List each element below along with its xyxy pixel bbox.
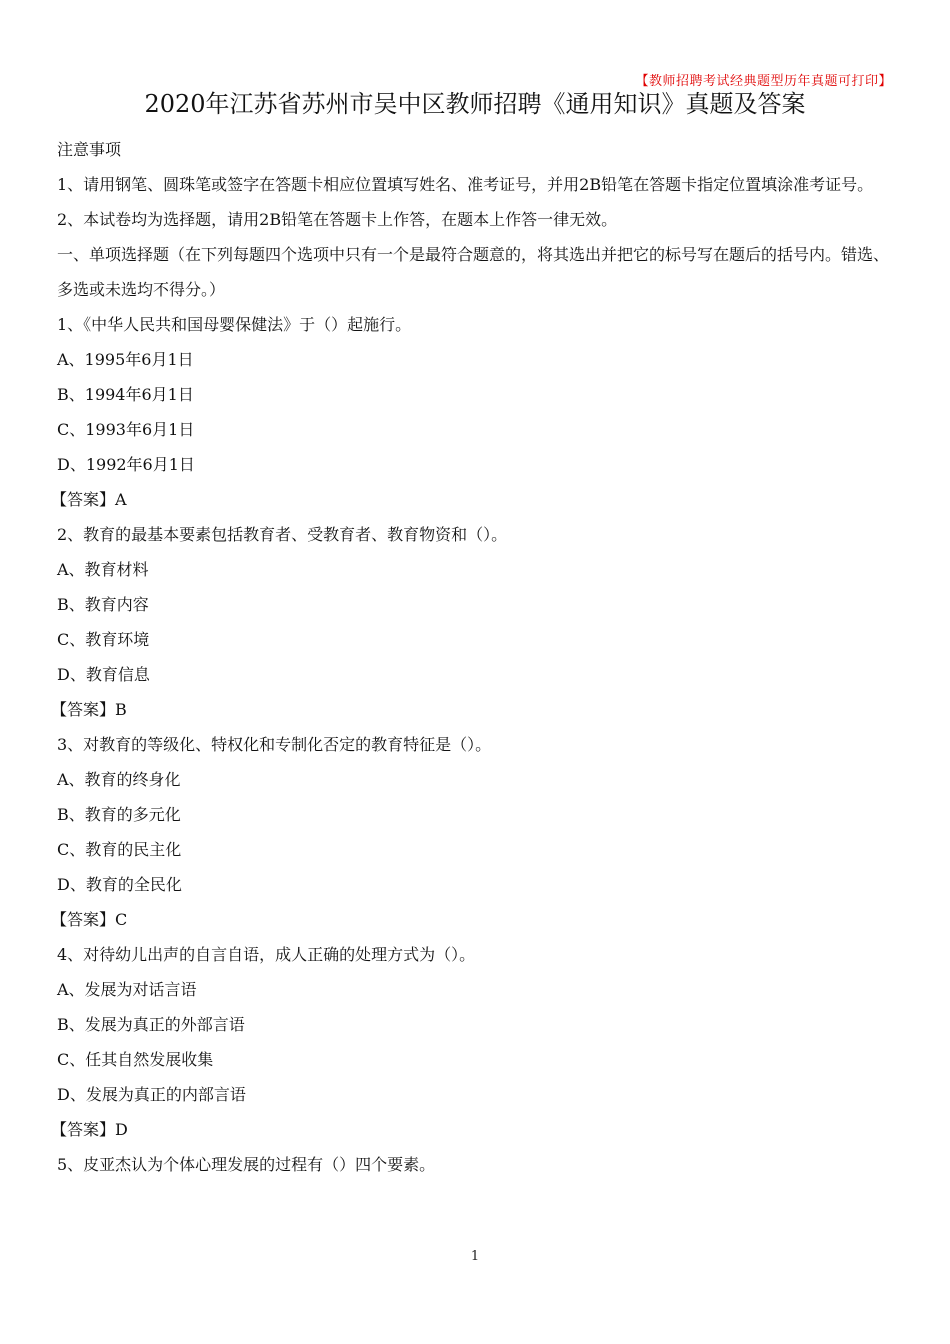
option-b: B、1994年6月1日 <box>57 385 194 404</box>
option-a: A、教育的终身化 <box>57 770 181 789</box>
question-1 <box>51 307 895 517</box>
option-c: C、教育的民主化 <box>57 840 182 859</box>
answer-label: 【答案】C <box>51 910 128 929</box>
page-title: 2020年江苏省苏州市吴中区教师招聘《通用知识》真题及答案 <box>144 90 806 118</box>
option-d: D、1992年6月1日 <box>57 455 195 474</box>
question-stem: 3、对教育的等级化、特权化和专制化否定的教育特征是（）。 <box>57 735 492 754</box>
notice-item-1: 1、请用钢笔、圆珠笔或签字在答题卡相应位置填写姓名、准考证号，并用2B铅笔在答题卡指定位置填涂准考证号。 <box>57 175 874 194</box>
page-number: 1 <box>470 1249 480 1264</box>
option-c: C、教育环境 <box>57 630 150 649</box>
option-d: D、教育的全民化 <box>57 875 182 894</box>
answer-label: 【答案】A <box>51 490 127 509</box>
notice-heading: 注意事项 <box>57 140 122 159</box>
option-a: A、1995年6月1日 <box>57 350 194 369</box>
option-c: C、任其自然发展收集 <box>57 1050 214 1069</box>
option-b: B、教育内容 <box>57 595 149 614</box>
answer-label: 【答案】D <box>51 1120 128 1139</box>
question-stem: 5、皮亚杰认为个体心理发展的过程有（）四个要素。 <box>57 1155 436 1174</box>
option-b: B、教育的多元化 <box>57 805 181 824</box>
question-5 <box>57 1147 895 1182</box>
header-tag: 【教师招聘考试经典题型历年真题可打印】 <box>635 74 892 89</box>
question-stem: 1、《中华人民共和国母婴保健法》于（）起施行。 <box>57 315 412 334</box>
question-4 <box>51 937 895 1147</box>
question-stem: 4、对待幼儿出声的自言自语，成人正确的处理方式为（）。 <box>57 945 476 964</box>
question-stem: 2、教育的最基本要素包括教育者、受教育者、教育物资和（）。 <box>57 525 508 544</box>
option-d: D、教育信息 <box>57 665 150 684</box>
option-b: B、发展为真正的外部言语 <box>57 1015 245 1034</box>
option-c: C、1993年6月1日 <box>57 420 195 439</box>
option-d: D、发展为真正的内部言语 <box>57 1085 246 1104</box>
section-heading: 一、单项选择题（在下列每题四个选项中只有一个是最符合题意的，将其选出并把它的标号写在题后的括号内。错选、多选或未选均不得分。） <box>57 245 890 299</box>
question-3 <box>51 727 895 937</box>
option-a: A、发展为对话言语 <box>57 980 197 999</box>
option-a: A、教育材料 <box>57 560 149 579</box>
document-body <box>51 132 895 1182</box>
notice-item-2: 2、本试卷均为选择题，请用2B铅笔在答题卡上作答，在题本上作答一律无效。 <box>57 210 618 229</box>
question-2 <box>51 517 895 727</box>
answer-label: 【答案】B <box>51 700 127 719</box>
